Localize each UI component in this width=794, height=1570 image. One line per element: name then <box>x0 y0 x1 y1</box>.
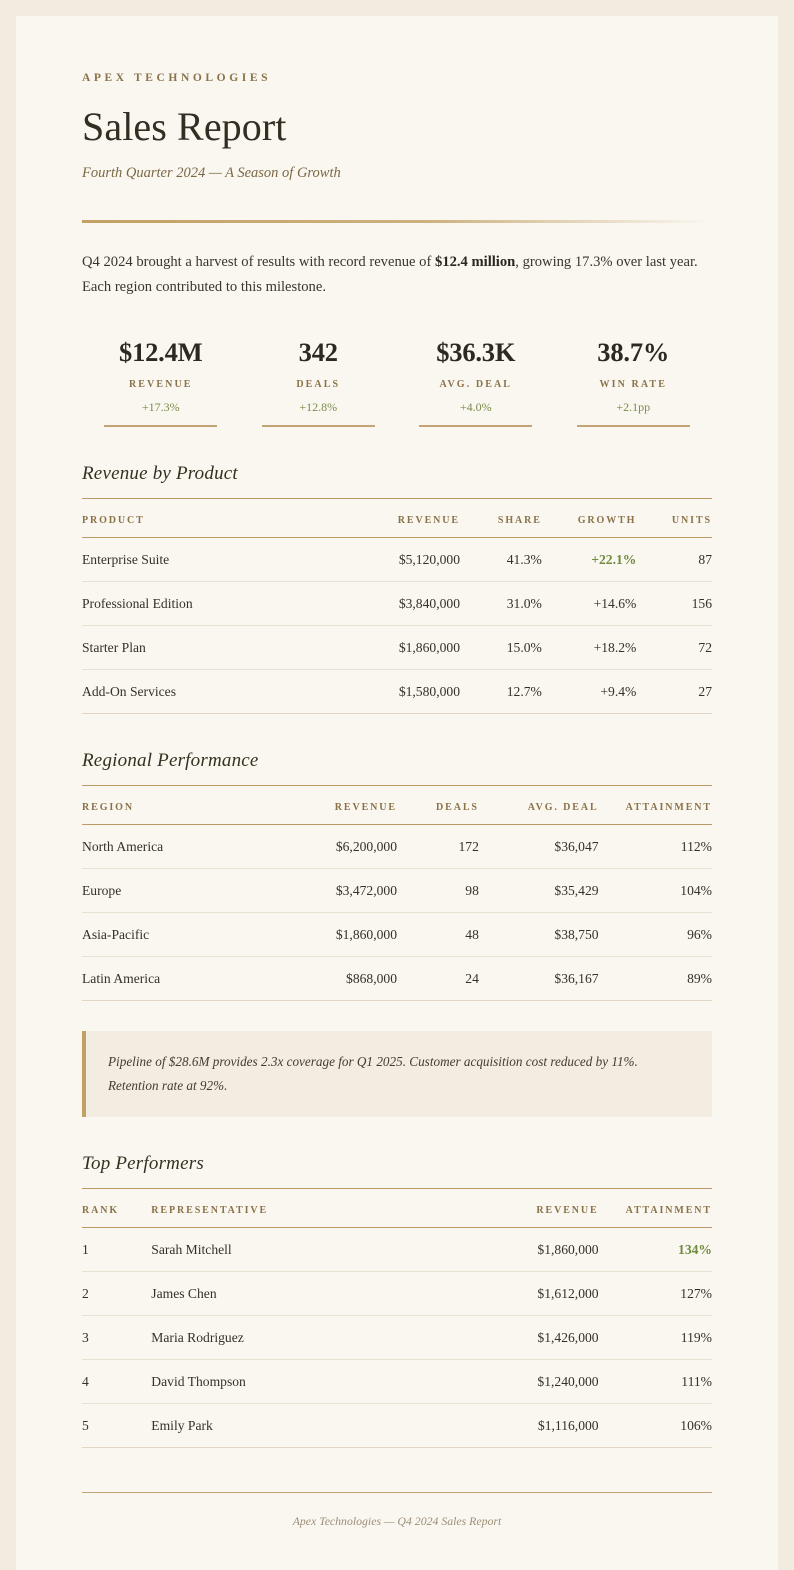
kpi-delta: +12.8% <box>299 400 338 415</box>
cell-growth: +14.6% <box>542 582 637 626</box>
table-row <box>82 582 712 626</box>
table-row <box>82 1316 712 1360</box>
column-header-revenue: REVENUE <box>441 1189 599 1228</box>
cell-deals: 172 <box>397 825 479 869</box>
cell-revenue: $1,860,000 <box>353 626 460 670</box>
table-row <box>82 825 712 869</box>
cell-share: 31.0% <box>460 582 542 626</box>
cell-attainment: 134% <box>599 1228 712 1272</box>
cell-deals: 24 <box>397 957 479 1001</box>
cell-revenue: $1,580,000 <box>353 670 460 714</box>
cell-avg-deal: $36,047 <box>479 825 599 869</box>
kpi-delta: +2.1pp <box>616 400 651 415</box>
column-header-share: SHARE <box>460 499 542 538</box>
document-page <box>16 16 778 1570</box>
cell-rank: 2 <box>82 1272 151 1316</box>
column-header-attainment: ATTAINMENT <box>599 786 712 825</box>
cell-product: Add-On Services <box>82 670 353 714</box>
insight-callout <box>82 1031 712 1117</box>
header-divider <box>82 220 712 223</box>
document-footer <box>82 1492 712 1570</box>
cell-growth: +18.2% <box>542 626 637 670</box>
section-revenue-by-product <box>82 463 712 714</box>
table-row <box>82 1228 712 1272</box>
table-row <box>82 626 712 670</box>
intro-paragraph <box>82 250 712 300</box>
table-row <box>82 538 712 582</box>
cell-attainment: 119% <box>599 1316 712 1360</box>
table-row <box>82 869 712 913</box>
section-top-performers <box>82 1153 712 1448</box>
company-eyebrow: APEX TECHNOLOGIES <box>82 72 272 84</box>
cell-deals: 98 <box>397 869 479 913</box>
cell-revenue: $1,116,000 <box>441 1404 599 1448</box>
cell-product: Professional Edition <box>82 582 353 626</box>
cell-growth: +9.4% <box>542 670 637 714</box>
column-header-product: PRODUCT <box>82 499 353 538</box>
product-table <box>82 499 712 714</box>
column-header-attainment: ATTAINMENT <box>599 1189 712 1228</box>
cell-rank: 4 <box>82 1360 151 1404</box>
kpi-value: 38.7% <box>597 337 670 368</box>
table-row <box>82 1272 712 1316</box>
cell-representative: David Thompson <box>151 1360 441 1404</box>
cell-deals: 48 <box>397 913 479 957</box>
cell-units: 27 <box>636 670 712 714</box>
kpi-delta: +17.3% <box>141 400 180 415</box>
table-header-row <box>82 499 712 538</box>
cell-units: 156 <box>636 582 712 626</box>
table-row <box>82 957 712 1001</box>
cell-attainment: 104% <box>599 869 712 913</box>
cell-share: 15.0% <box>460 626 542 670</box>
kpi-delta: +4.0% <box>459 400 492 415</box>
cell-revenue: $3,840,000 <box>353 582 460 626</box>
cell-representative: Maria Rodriguez <box>151 1316 441 1360</box>
cell-growth: +22.1% <box>542 538 637 582</box>
kpi-row <box>82 337 712 427</box>
cell-region: North America <box>82 825 271 869</box>
cell-units: 72 <box>636 626 712 670</box>
cell-representative: Sarah Mitchell <box>151 1228 441 1272</box>
intro-highlight: $12.4 million <box>435 254 516 270</box>
column-header-rank: RANK <box>82 1189 151 1228</box>
cell-product: Starter Plan <box>82 626 353 670</box>
cell-revenue: $1,860,000 <box>271 913 397 957</box>
footer-text: Apex Technologies — Q4 2024 Sales Report <box>292 1514 502 1529</box>
kpi-label: AVG. DEAL <box>439 379 513 391</box>
kpi-card-avg-deal <box>397 337 555 427</box>
section-title: Regional Performance <box>82 750 259 772</box>
intro-text-before: Q4 2024 brought a harvest of results with record revenue of <box>82 254 435 270</box>
cell-avg-deal: $35,429 <box>479 869 599 913</box>
page-subtitle: Fourth Quarter 2024 — A Season of Growth <box>82 165 341 181</box>
kpi-label: REVENUE <box>128 379 193 391</box>
cell-product: Enterprise Suite <box>82 538 353 582</box>
document-header <box>82 72 712 223</box>
cell-avg-deal: $36,167 <box>479 957 599 1001</box>
cell-attainment: 127% <box>599 1272 712 1316</box>
cell-share: 41.3% <box>460 538 542 582</box>
table-header-row <box>82 1189 712 1228</box>
cell-attainment: 112% <box>599 825 712 869</box>
column-header-representative: REPRESENTATIVE <box>151 1189 441 1228</box>
cell-revenue: $1,612,000 <box>441 1272 599 1316</box>
column-header-revenue: REVENUE <box>353 499 460 538</box>
page-title: Sales Report <box>82 104 287 149</box>
column-header-growth: GROWTH <box>542 499 637 538</box>
callout-text: Pipeline of $28.6M provides 2.3x coverage for Q1 2025. Customer acquisition cost reduced by 11%. Retention rate at 92%. <box>108 1054 638 1093</box>
column-header-avg-deal: AVG. DEAL <box>479 786 599 825</box>
cell-avg-deal: $38,750 <box>479 913 599 957</box>
kpi-label: DEALS <box>296 379 341 391</box>
column-header-revenue: REVENUE <box>271 786 397 825</box>
kpi-label: WIN RATE <box>599 379 667 391</box>
kpi-value: $36.3K <box>436 337 516 368</box>
column-header-deals: DEALS <box>397 786 479 825</box>
cell-region: Latin America <box>82 957 271 1001</box>
cell-rank: 1 <box>82 1228 151 1272</box>
cell-share: 12.7% <box>460 670 542 714</box>
cell-attainment: 89% <box>599 957 712 1001</box>
kpi-value: 342 <box>298 337 338 368</box>
performers-table <box>82 1189 712 1448</box>
kpi-card-win-rate <box>555 337 713 427</box>
cell-attainment: 106% <box>599 1404 712 1448</box>
table-row <box>82 670 712 714</box>
cell-units: 87 <box>636 538 712 582</box>
cell-revenue: $1,426,000 <box>441 1316 599 1360</box>
cell-rank: 5 <box>82 1404 151 1448</box>
region-table <box>82 786 712 1001</box>
table-row <box>82 913 712 957</box>
section-title: Revenue by Product <box>82 463 238 485</box>
cell-attainment: 96% <box>599 913 712 957</box>
table-row <box>82 1404 712 1448</box>
kpi-card-revenue <box>82 337 240 427</box>
section-regional-performance <box>82 750 712 1001</box>
cell-attainment: 111% <box>599 1360 712 1404</box>
cell-revenue: $6,200,000 <box>271 825 397 869</box>
intro-text-after: , growing 17.3% over last year. Each region contributed to this milestone. <box>82 254 698 296</box>
kpi-value: $12.4M <box>119 337 203 368</box>
cell-region: Asia-Pacific <box>82 913 271 957</box>
cell-region: Europe <box>82 869 271 913</box>
table-header-row <box>82 786 712 825</box>
cell-revenue: $1,240,000 <box>441 1360 599 1404</box>
kpi-card-deals <box>240 337 398 427</box>
section-title: Top Performers <box>82 1153 204 1175</box>
cell-revenue: $3,472,000 <box>271 869 397 913</box>
cell-revenue: $868,000 <box>271 957 397 1001</box>
column-header-units: UNITS <box>636 499 712 538</box>
cell-rank: 3 <box>82 1316 151 1360</box>
cell-revenue: $1,860,000 <box>441 1228 599 1272</box>
column-header-region: REGION <box>82 786 271 825</box>
cell-revenue: $5,120,000 <box>353 538 460 582</box>
table-row <box>82 1360 712 1404</box>
cell-representative: James Chen <box>151 1272 441 1316</box>
cell-representative: Emily Park <box>151 1404 441 1448</box>
